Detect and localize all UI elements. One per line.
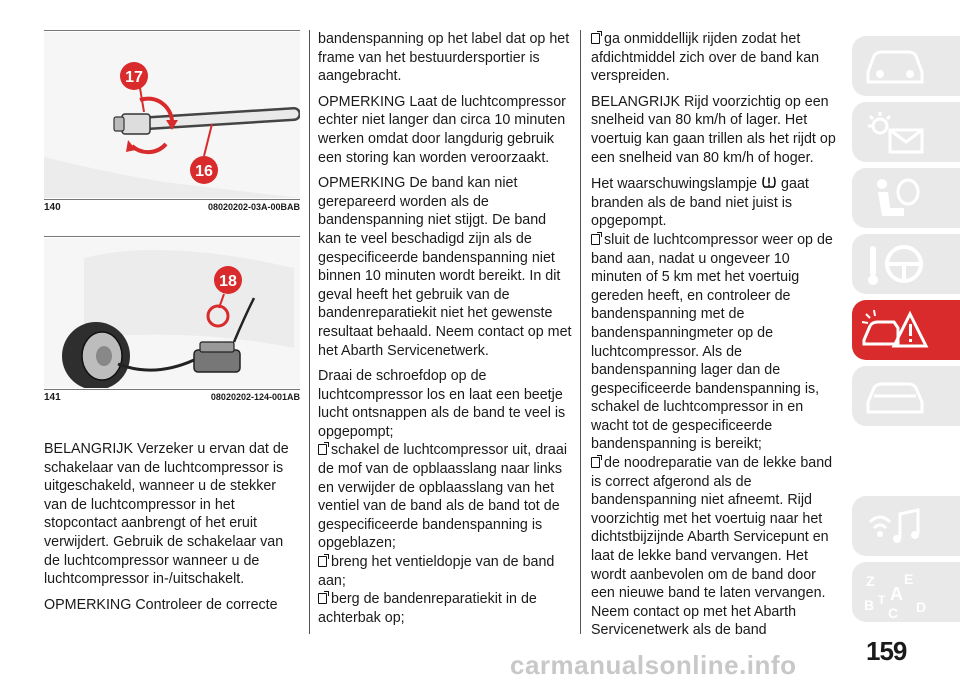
svg-text:Z: Z — [866, 573, 875, 589]
tab-starting-driving[interactable] — [852, 234, 960, 294]
svg-text:E: E — [904, 571, 914, 587]
bullet-icon — [591, 457, 600, 468]
fig140-code: 08020202-03A-00BAB — [207, 202, 300, 212]
airbag-seat-icon — [860, 174, 930, 222]
bullet-icon — [591, 234, 600, 245]
col2-paragraph-4: Draai de schroefdop op de luchtcompressor los en laat een beetje lucht ontsnappen als de band te veel is opgepompt; — [318, 368, 566, 440]
fig141-code: 08020202-124-001AB — [210, 392, 300, 402]
col2-paragraph-1: bandenspanning op het label dat op het frame van het bestuurdersportier is aangebracht. — [318, 31, 570, 85]
col1-remark: OPMERKING Controleer de correcte — [44, 596, 278, 613]
multimedia-icon — [860, 502, 930, 550]
svg-text:D: D — [916, 599, 927, 615]
figure-141 — [44, 238, 300, 388]
steering-key-icon — [860, 240, 930, 288]
fig140-caption-rule — [44, 199, 300, 200]
tyre-compressor-illustration — [44, 238, 300, 388]
tab-car-overview[interactable] — [852, 36, 960, 96]
col3-bullet-1: ga onmiddellijk rijden zodat het afdichtmiddel zich over de band kan verspreiden. — [591, 31, 820, 85]
callout-17: 17 — [125, 69, 143, 86]
svg-text:B: B — [864, 597, 875, 613]
svg-text:T: T — [878, 593, 886, 607]
emergency-car-icon — [860, 306, 930, 354]
car-outline-icon — [860, 42, 930, 90]
callout-16: 16 — [195, 163, 213, 180]
fig140-number: 140 — [44, 202, 61, 213]
col2-bullet-1: schakel de luchtcompressor uit, draai de mof van de opblaasslang naar links en verwijder de opblaasslang van het ventiel van de band als de band tot de gespecificeerde bandenspanning is opgeblazen; — [318, 442, 568, 552]
column-1 — [44, 440, 300, 621]
hose-valve-illustration — [44, 32, 300, 198]
service-car-icon — [860, 372, 930, 420]
tab-emergency[interactable] — [852, 300, 960, 360]
tab-safety[interactable] — [852, 168, 960, 228]
col3-bullet-2: sluit de luchtcompressor weer op de band aan, nadat u ongeveer 10 minuten of 5 km met het voertuig gereden heeft, en controleer de bandenspanning met de bandenspanningmeter op de luchtcompressor. Als de bandenspanning lager dan de gespecificeerde bandenspanning is, schakel de luchtcompressor in en wacht tot de gespecificeerde bandenspanning is bereikt; — [591, 231, 833, 453]
fig141-caption-rule — [44, 389, 300, 390]
bullet-icon — [318, 444, 327, 455]
column-3 — [591, 30, 841, 640]
col2-remark-2: OPMERKING De band kan niet gerepareerd worden als de bandenspanning niet stijgt. De band kan te veel beschadigd zijn als de gespecificeerde bandenspanning niet binnen 10 minuten wordt bereikt. In dit geval heeft het gebruik van de bandenreparatiekit niet het gewenste resultaat behaald. Neem contact op met het Abarth Servicenetwerk. — [318, 175, 572, 359]
col2-bullet-2: breng het ventieldopje van de band aan; — [318, 554, 555, 589]
col3-important-note: BELANGRIJK Rijd voorzichtig op een snelheid van 80 km/h of lager. Het voertuig kan gaan trillen als het rijdt op een snelheid van 80 km/h of hoger. — [591, 93, 836, 166]
col2-remark-1: OPMERKING Laat de luchtcompressor echter niet langer dan circa 10 minuten werken omdat door langdurig gebruik een storing kan worden veroorzaakt. — [318, 93, 566, 166]
watermark: carmanualsonline.info — [510, 650, 797, 680]
index-letters-icon — [860, 568, 950, 620]
svg-text:A: A — [890, 584, 903, 604]
fig141-top-rule — [44, 236, 300, 237]
column-divider-2 — [580, 30, 581, 634]
tab-warning-lights[interactable] — [852, 102, 960, 162]
column-divider-1 — [309, 30, 310, 634]
bullet-icon — [318, 593, 327, 604]
svg-text:C: C — [888, 605, 899, 620]
tab-multimedia[interactable] — [852, 496, 960, 556]
col3-warning-paragraph: Het waarschuwingslampje gaat branden als de band niet juist is opgepompt. — [591, 176, 809, 230]
tyre-pressure-warning-icon — [761, 174, 777, 190]
column-2 — [318, 30, 572, 627]
page-number: 159 — [866, 636, 907, 666]
tab-index[interactable] — [852, 562, 960, 622]
tab-servicing[interactable] — [852, 366, 960, 426]
col3-bullet-3: de noodreparatie van de lekke band is correct afgerond als de bandenspanning niet afneemt. Rijd voorzichtig met het voertuig naar het dichtstbijzijnde Abarth Servicepunt en laat de lekke band vervangen. Het wordt aanbevolen om de band door een nieuwe band te laten vervangen. Neem contact op met het Abarth Servicenetwerk als de band — [591, 455, 833, 639]
fig141-number: 141 — [44, 392, 61, 403]
callout-18: 18 — [219, 273, 237, 290]
top-rule-left — [44, 30, 300, 31]
col2-bullet-3: berg de bandenreparatiekit in de achterbak op; — [318, 591, 537, 626]
bullet-icon — [591, 33, 600, 44]
warning-lights-icon — [860, 108, 930, 156]
figure-140 — [44, 32, 300, 198]
bullet-icon — [318, 556, 327, 567]
col1-important-note: BELANGRIJK Verzeker u ervan dat de schakelaar van de luchtcompressor is uitgeschakeld, wanneer u de stekker van de luchtcompressor in het stopcontact aanbrengt of het eruit verwijdert. Gebruik de schakelaar van de luchtcompressor wanneer u de luchtcompressor in-/uitschakelt. — [44, 441, 289, 588]
